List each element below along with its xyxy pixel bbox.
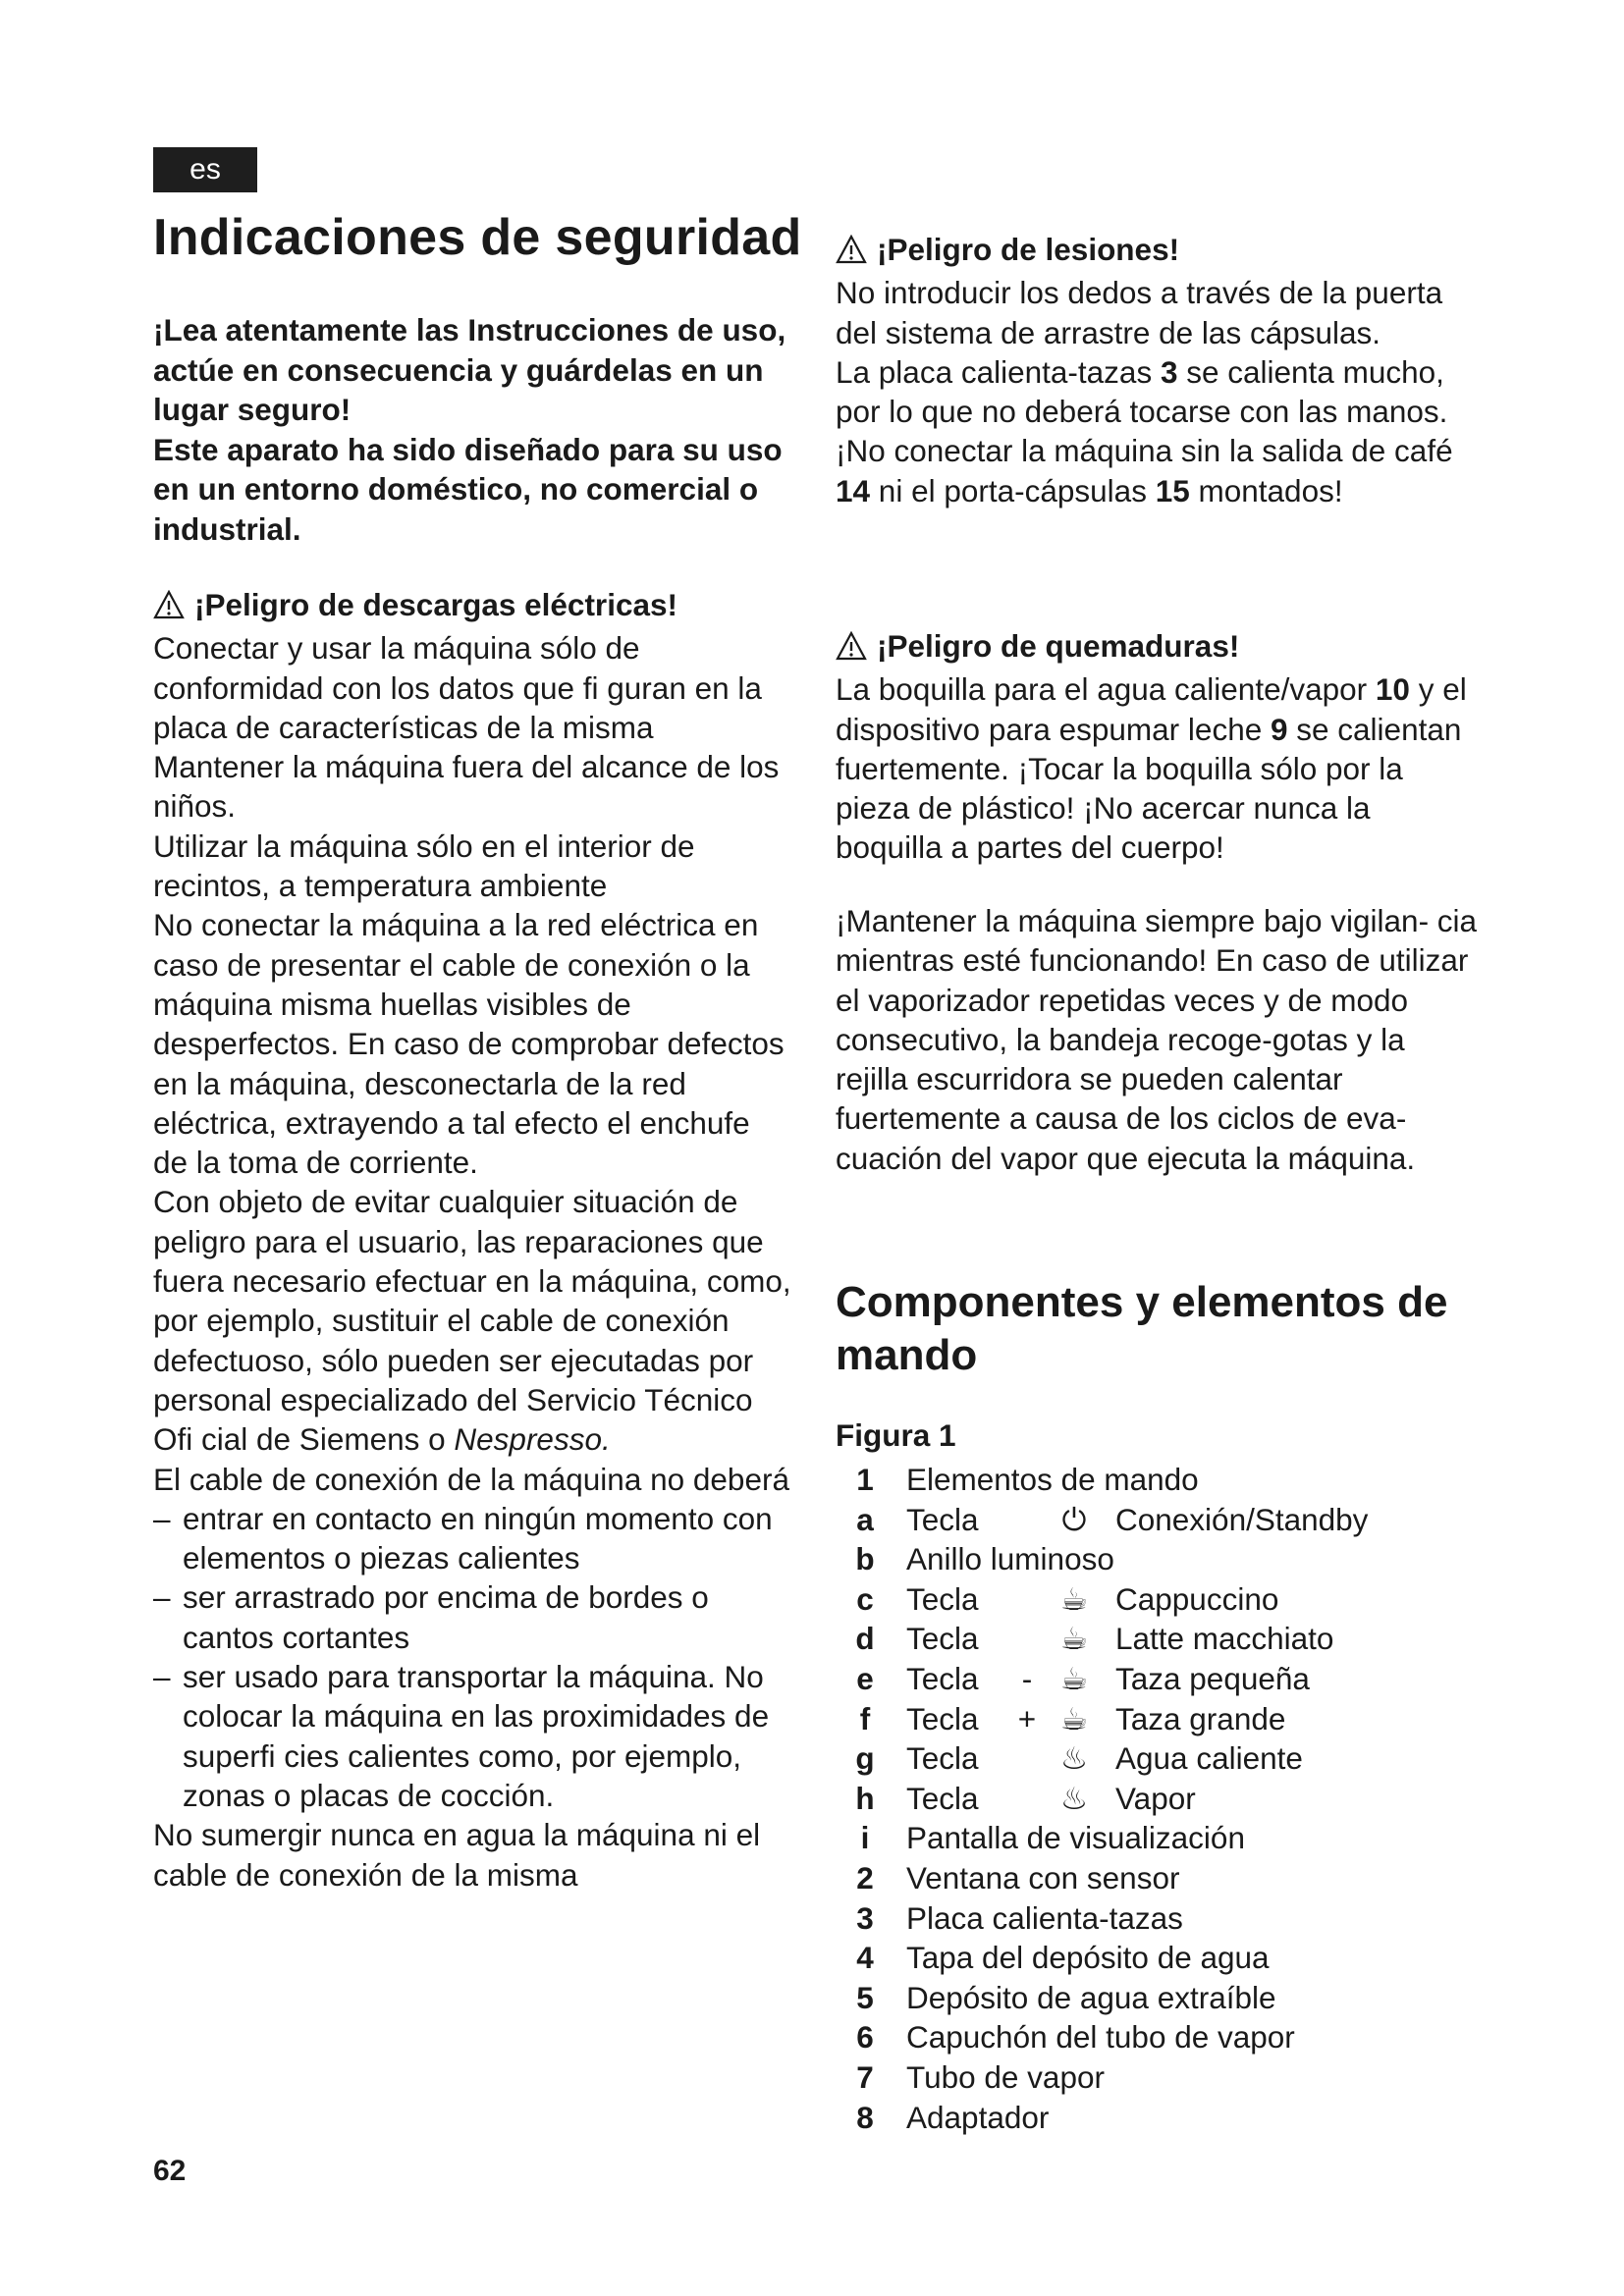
intro-notice bbox=[153, 310, 791, 549]
electric-paragraph-2: Mantener la máquina fuera del alcance de los niños. bbox=[153, 749, 780, 825]
burns-text-b: y el dispositivo para espumar leche bbox=[836, 671, 1467, 747]
component-label: Tecla bbox=[906, 1580, 979, 1617]
component-label: Tapa del depósito de agua bbox=[906, 1940, 1270, 1976]
figure-label-text: Figura bbox=[836, 1417, 931, 1453]
component-number: e bbox=[856, 1660, 874, 1696]
burns-text-c: se calientan fuertemente. ¡Tocar la boquilla sólo por la pieza de plástico! ¡No acercar nunca la boquilla a partes del cuerpo! bbox=[836, 711, 1462, 866]
components-list bbox=[850, 1460, 1479, 2137]
ref-number: 14 bbox=[836, 472, 871, 508]
component-label: Depósito de agua extraíble bbox=[906, 1979, 1276, 2015]
component-number: f bbox=[859, 1700, 871, 1736]
warning-injury-heading bbox=[836, 230, 1484, 273]
component-function: Taza grande bbox=[1115, 1700, 1286, 1736]
injury-p3-text-a: ¡No conectar la máquina sin la salida de café bbox=[836, 433, 1453, 469]
component-number: b bbox=[855, 1541, 875, 1577]
component-item bbox=[850, 1699, 1479, 1739]
component-label: Tubo de vapor bbox=[906, 2058, 1105, 2095]
warning-electric-heading-text: ¡Peligro de descargas eléctricas! bbox=[194, 587, 677, 622]
component-label: Tecla bbox=[906, 1740, 979, 1777]
component-label: Tecla bbox=[906, 1501, 979, 1537]
component-item bbox=[850, 1659, 1479, 1699]
injury-paragraph-2 bbox=[836, 352, 1484, 432]
component-sign: - bbox=[1021, 1660, 1033, 1696]
warning-triangle-icon bbox=[153, 589, 185, 628]
component-number: 8 bbox=[856, 2099, 874, 2135]
electric-paragraph-4: No conectar la máquina a la red eléctrica en caso de presentar el cable de conexión o la máquina misma huellas visibles de desperfectos. En caso de comprobar defectos en la máquina, desconectarla de la red eléctrica, extrayendo a tal efecto el enchufe de la toma de corriente. bbox=[153, 907, 785, 1181]
electric-paragraph-5-text: Con objeto de evitar cualquier situación de peligro para el usuario, las reparaciones que fuera necesario efectuar en la máquina, como, por ejemplo, sustituir el cable de conexión defectuoso, sólo pueden ser ejecutadas por personal especializado del Servicio Técnico Ofi cial de Siemens o bbox=[153, 1184, 791, 1458]
injury-p2-text-a: La placa calienta-tazas bbox=[836, 353, 1161, 390]
component-item bbox=[850, 1978, 1479, 2018]
warning-injury-heading-text: ¡Peligro de lesiones! bbox=[877, 232, 1180, 267]
page-number: 62 bbox=[153, 2155, 187, 2187]
burns-text-a: La boquilla para el agua caliente/vapor bbox=[836, 671, 1376, 708]
warning-triangle-icon bbox=[836, 234, 867, 273]
component-function-icon: ☕ bbox=[1059, 1700, 1089, 1736]
component-number: a bbox=[856, 1501, 874, 1537]
language-badge: es bbox=[153, 147, 257, 192]
component-number: 2 bbox=[856, 1859, 874, 1896]
component-item bbox=[850, 1460, 1479, 1500]
component-function-icon: ☕ bbox=[1059, 1580, 1089, 1617]
components-section bbox=[836, 1276, 1484, 1382]
component-function-icon: ☕ bbox=[1059, 1660, 1089, 1696]
injury-paragraph-1: No introducir los dedos a través de la puerta del sistema de arrastre de las cápsulas. bbox=[836, 275, 1443, 350]
warning-burns-heading bbox=[836, 626, 1484, 669]
component-item bbox=[850, 1539, 1479, 1579]
ref-number: 10 bbox=[1375, 671, 1410, 708]
component-item bbox=[850, 1818, 1479, 1858]
page-title: Indicaciones de seguridad bbox=[153, 209, 802, 266]
component-label: Tecla bbox=[906, 1660, 979, 1696]
component-label: Tecla bbox=[906, 1621, 979, 1657]
component-number: i bbox=[860, 1820, 870, 1856]
component-function: Vapor bbox=[1115, 1780, 1196, 1816]
component-label: Elementos de mando bbox=[906, 1462, 1199, 1497]
component-number: h bbox=[855, 1780, 875, 1816]
list-item-text: entrar en contacto en ningún momento con elementos o piezas calientes bbox=[183, 1500, 773, 1576]
injury-paragraph-3 bbox=[836, 431, 1484, 510]
figure-caption bbox=[836, 1415, 1484, 1455]
injury-p3-text-c: montados! bbox=[1189, 472, 1343, 508]
component-number: 7 bbox=[856, 2058, 874, 2095]
component-label: Adaptador bbox=[906, 2099, 1050, 2135]
intro-line-2: Este aparato ha sido diseñado para su uso en un entorno doméstico, no comercial o industrial. bbox=[153, 431, 783, 547]
component-function-icon: ☕ bbox=[1059, 1621, 1089, 1657]
figure-label bbox=[836, 1415, 1484, 1455]
cable-rules-list bbox=[153, 1499, 791, 1815]
supervision-paragraph: ¡Mantener la máquina siempre bajo vigilan- cia mientras esté funcionando! En caso de utilizar el vaporizador repetidas veces y de modo consecutivo, la bandeja recoge-gotas y la rejilla escurridora se pueden calentar fuertemente a causa de los ciclos de eva- cuación del vapor que ejecuta la máquina. bbox=[836, 903, 1478, 1176]
electric-paragraph-1: Conectar y usar la máquina sólo de conformidad con los datos que fi guran en la placa de características de la misma bbox=[153, 630, 762, 745]
component-number: c bbox=[856, 1580, 874, 1617]
component-item bbox=[850, 1619, 1479, 1659]
burns-paragraph-1 bbox=[836, 669, 1484, 867]
brand-nespresso: Nespresso. bbox=[454, 1421, 611, 1458]
component-function: Cappuccino bbox=[1115, 1580, 1279, 1617]
list-item-text: ser arrastrado por encima de bordes o cantos cortantes bbox=[183, 1579, 709, 1655]
component-item bbox=[850, 2017, 1479, 2057]
warning-electric bbox=[153, 585, 791, 1895]
component-item bbox=[850, 1500, 1479, 1540]
component-sign: + bbox=[1017, 1700, 1037, 1736]
injury-p3-text-b: ni el porta-cápsulas bbox=[870, 472, 1156, 508]
warning-injury bbox=[836, 230, 1484, 510]
warning-triangle-icon bbox=[836, 630, 867, 669]
injury-p2-text-b: se calienta mucho, por lo que no deberá tocarse con las manos. bbox=[836, 353, 1448, 430]
component-item bbox=[850, 1938, 1479, 1978]
component-function: Agua caliente bbox=[1115, 1740, 1303, 1777]
component-number: 6 bbox=[856, 2019, 874, 2056]
ref-number: 3 bbox=[1160, 353, 1178, 390]
component-label: Pantalla de visualización bbox=[906, 1820, 1245, 1856]
component-item bbox=[850, 2057, 1479, 2098]
warning-burns-heading-text: ¡Peligro de quemaduras! bbox=[877, 628, 1240, 664]
component-function: Conexión/Standby bbox=[1115, 1501, 1369, 1537]
intro-line-1: ¡Lea atentamente las Instrucciones de uso, actúe en consecuencia y guárdelas en un lugar seguro! bbox=[153, 312, 786, 427]
component-label: Anillo luminoso bbox=[906, 1541, 1114, 1577]
ref-number: 15 bbox=[1155, 472, 1190, 508]
component-number: g bbox=[855, 1740, 875, 1777]
list-item-text: ser usado para transportar la máquina. No colocar la máquina en las proximidades de superfi cies calientes como, por ejemplo, zonas o placas de cocción. bbox=[183, 1659, 770, 1813]
component-function-icon: ♨ bbox=[1059, 1740, 1089, 1777]
component-function-icon: ♨ bbox=[1059, 1780, 1089, 1816]
list-item: – ser usado para transportar la máquina. No colocar la máquina en las proximidades de superfi cies calientes como, por ejemplo, zonas o placas de cocción. bbox=[153, 1659, 770, 1813]
component-label: Tecla bbox=[906, 1700, 979, 1736]
component-number: 3 bbox=[856, 1899, 874, 1936]
component-number: 1 bbox=[856, 1462, 874, 1497]
list-item: – entrar en contacto en ningún momento con elementos o piezas calientes bbox=[153, 1500, 773, 1576]
component-function: Latte macchiato bbox=[1115, 1621, 1334, 1657]
list-item: – ser arrastrado por encima de bordes o cantos cortantes bbox=[153, 1579, 709, 1655]
component-item bbox=[850, 1779, 1479, 1819]
component-number: d bbox=[855, 1621, 875, 1657]
component-item bbox=[850, 2098, 1479, 2138]
component-number: 5 bbox=[856, 1979, 874, 2015]
components-title: Componentes y elementos de mando bbox=[836, 1278, 1448, 1379]
component-item bbox=[850, 1898, 1479, 1939]
component-label: Tecla bbox=[906, 1780, 979, 1816]
component-item bbox=[850, 1858, 1479, 1898]
electric-paragraph-3: Utilizar la máquina sólo en el interior de recintos, a temperatura ambiente bbox=[153, 828, 695, 904]
component-item bbox=[850, 1738, 1479, 1779]
ref-number: 9 bbox=[1270, 711, 1288, 747]
component-label: Capuchón del tubo de vapor bbox=[906, 2019, 1295, 2056]
electric-paragraph-6: El cable de conexión de la máquina no deberá bbox=[153, 1461, 789, 1497]
component-function-icon: ⏻ bbox=[1061, 1501, 1087, 1537]
component-number: 4 bbox=[856, 1940, 874, 1976]
component-function: Taza pequeña bbox=[1115, 1660, 1310, 1696]
supervision-notice bbox=[836, 901, 1484, 1178]
component-label: Placa calienta-tazas bbox=[906, 1899, 1183, 1936]
component-label: Ventana con sensor bbox=[906, 1859, 1180, 1896]
electric-paragraph-5 bbox=[153, 1182, 791, 1459]
electric-paragraph-7: No sumergir nunca en agua la máquina ni el cable de conexión de la misma bbox=[153, 1817, 761, 1893]
figure-number: 1 bbox=[939, 1417, 956, 1453]
warning-electric-heading bbox=[153, 585, 791, 628]
warning-burns bbox=[836, 626, 1484, 868]
component-item bbox=[850, 1579, 1479, 1620]
